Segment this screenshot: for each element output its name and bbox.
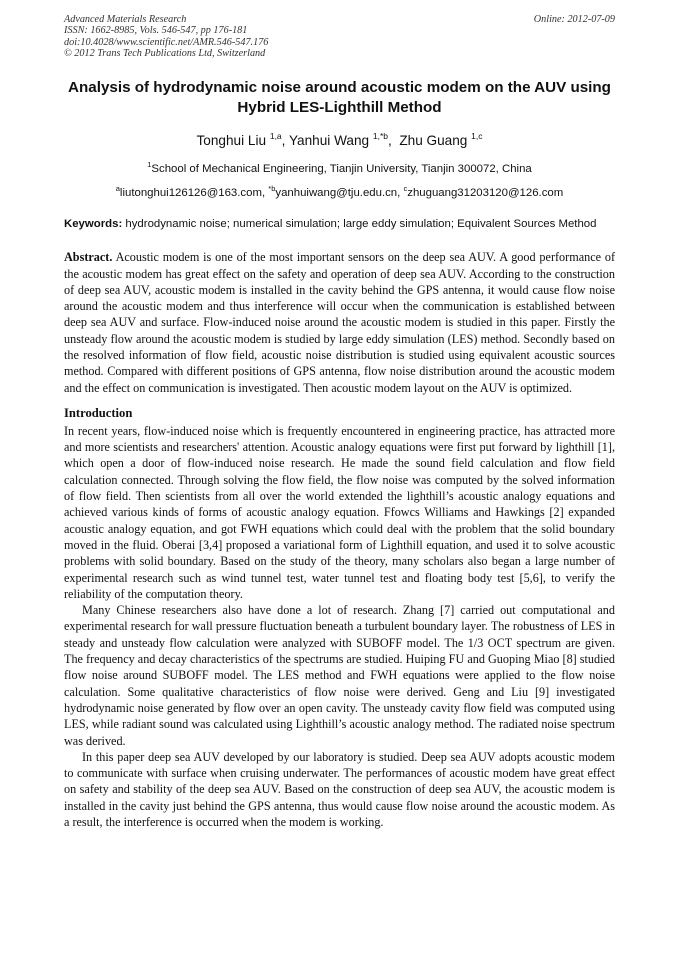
abstract-label: Abstract. [64, 250, 113, 265]
email-sup: *b [268, 183, 276, 193]
paper-page [64, 14, 615, 830]
abstract [64, 249, 615, 396]
paper-title: Analysis of hydrodynamic noise around acoustic modem on the AUV using Hybrid LES-Lighthill Method [68, 78, 611, 116]
journal-name: Advanced Materials Research [64, 14, 187, 25]
abstract-text: Acoustic modem is one of the most important sensors on the deep sea AUV. A good performance of the acoustic modem has great effect on the safety and operation of deep sea AUV. According to the construction of deep sea AUV, acoustic modem is installed in the cavity behind the GPS antenna, it would cause flow noise around the acoustic modem and thus interference will occur when the communication is established between deep sea AUV and surface. Flow-induced noise around the acoustic modem is studied in this paper. Firstly the unsteady flow around the acoustic modem is studied by large eddy simulation (LES) method. Secondly based on the resolved information of flow field, acoustic noise distribution is studied using equivalent acoustic sources method. Compared with different positions of GPS antenna, flow noise distribution around the acoustic modem and the effect on communication is investigated. Then acoustic modem layout on the AUV is optimized. [64, 250, 616, 395]
email-address: liutonghui126126@163.com [119, 186, 262, 199]
online-date: Online: 2012-07-09 [533, 14, 615, 25]
author-sup: 1,c [471, 130, 483, 141]
email-list: $^a$liutonghui126126@163.com, $^{*b}$yanhuiwang@tju.edu.cn, $^c$zhuguang31203120@126.com [115, 183, 564, 199]
author-name: Zhu Guang [399, 132, 468, 148]
author-name: Tonghui Liu [196, 132, 267, 148]
keywords-label: Keywords: [64, 217, 123, 230]
affiliation [64, 160, 615, 175]
doi-line: doi:10.4028/www.scientific.net/AMR.546-547.176 [64, 36, 269, 48]
section-heading: Introduction [64, 405, 133, 420]
journal-header [64, 14, 615, 60]
email-sup: a [115, 183, 120, 193]
keywords [64, 218, 615, 232]
issn-line: ISSN: 1662-8985, Vols. 546-547, pp 176-181 [64, 25, 248, 37]
intro-paragraph: Many Chinese researchers also have done a lot of research. Zhang [7] carried out computational and experimental research for wall pressure fluctuation beneath a turbulent boundary layer. The robustness of LES in steady and unsteady flow calculation were analyzed with SUBOFF model. The 1/3 OCT spectrum are given. The frequency and decay characteristics of the spectrums are studied. Huiping FU and Guoping Miao [8] studied flow noise around SUBOFF model. The LES method and FWH equations were applied to the flow noise calculation. Some qualitative characteristics of flow noise were derived. Geng and Liu [9] investigated hydrodynamic noise generated by flow over an open cavity. The unsteady cavity flow field was computed using LES, while radiant sound was calculated using Lighthill’s acoustic analogy method. The radiated noise spectrum was derived. [64, 603, 615, 748]
author-sup: 1,*b [372, 130, 388, 141]
email-address: zhuguang31203120@126.com [407, 186, 564, 199]
copyright-line: © 2012 Trans Tech Publications Ltd, Switzerland [64, 48, 266, 60]
affiliation-sup: 1 [147, 159, 152, 169]
intro-paragraph: In recent years, flow-induced noise which is frequently encountered in engineering practice, has attracted more and more scientists and researchers' attention. Acoustic analogy equations were first put forward by lighthill [1], which open a door of flow-induced noise research. He made the sound field calculation and flow field calculation connected. Through solving the flow field, the flow noise was computed by the solved information of flow field. Then scientists from all over the world extended the lighthill’s acoustic analogy equations and achieved various kinds of forms of acoustic analogy equation. Ffowcs Williams and Hawkings [2] expanded acoustic analogy equation, and got FWH equations which could deal with the problem that the solid boundary moved in the fluid. Oberai [3,4] proposed a variational form of Lighthill equation, and used it to solve acoustic problems with solid boundary. Based on the study of the theory, many scholars also began a large number of experimental research such as wind tunnel test, water tunnel test and floating body test [5,6], to verify the reliability of the computation theory. [64, 423, 615, 601]
email-sup: c [403, 183, 408, 193]
email-address: yanhuiwang@tju.edu.cn [275, 186, 398, 199]
keywords-text: hydrodynamic noise; numerical simulation; large eddy simulation; Equivalent Sources Method [125, 217, 597, 230]
author-sup: 1,a [269, 130, 282, 141]
author-list: Tonghui Liu $^{1,a}$, Yanhui Wang $^{1,*b}$, Zhu Guang $^{1,c}$ [196, 130, 483, 148]
intro-paragraph: In this paper deep sea AUV developed by our laboratory is studied. Deep sea AUV adopts acoustic modem to communicate with surface when cruising underwater. The performances of acoustic modem have great effect on safety and stability of the deep sea AUV. Based on the construction of deep sea AUV, the acoustic modem is installed in the cavity just behind the GPS antenna, thus would cause flow noise around the acoustic modem. As a result, the interference is occurred when the modem is working. [64, 749, 615, 830]
author-name: Yanhui Wang [288, 132, 370, 148]
affiliation-text: School of Mechanical Engineering, Tianjin University, Tianjin 300072, China [151, 162, 532, 175]
